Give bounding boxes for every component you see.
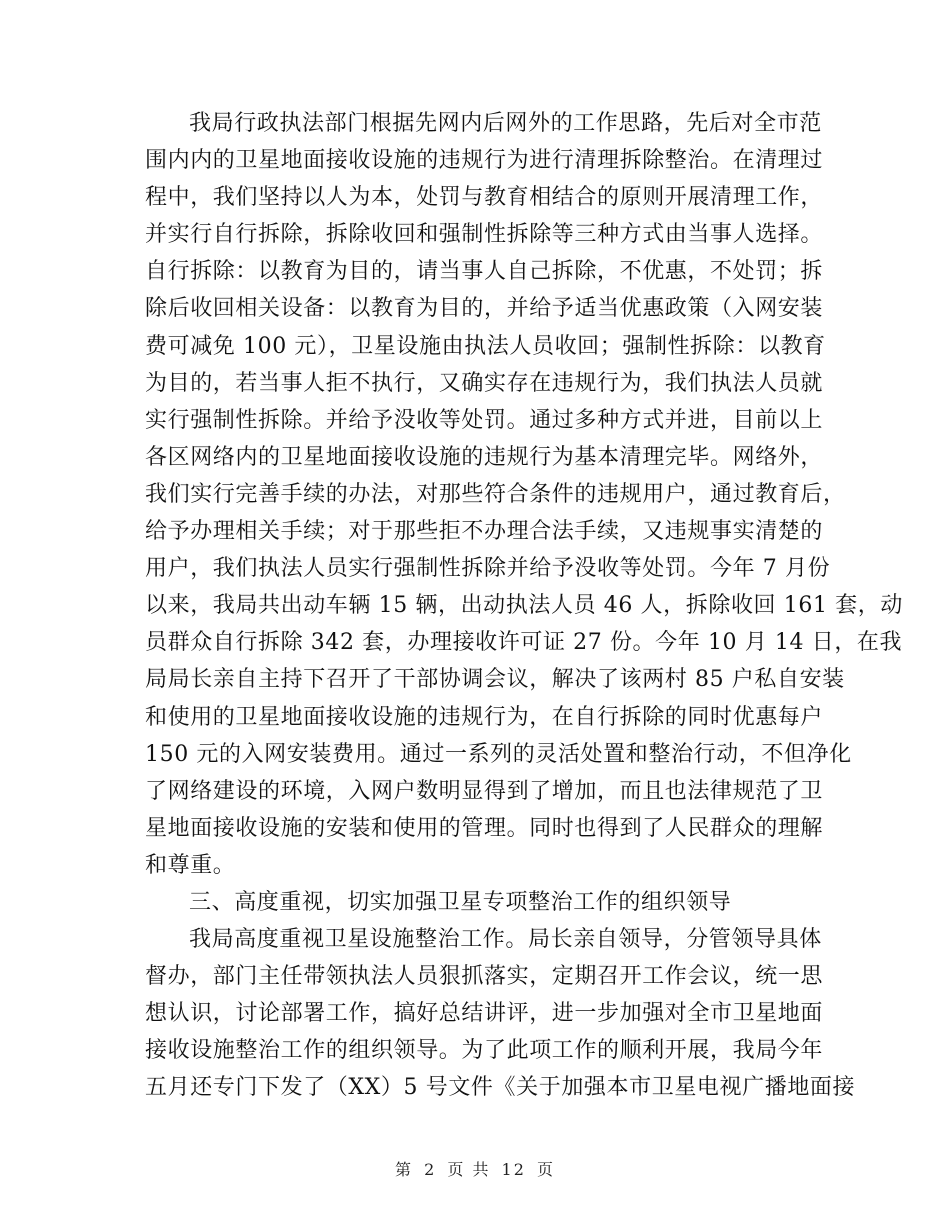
document-body (145, 105, 903, 1107)
paragraph-1-line: 自行拆除：以教育为目的，请当事人自己拆除，不优惠，不处罚；拆 (145, 259, 824, 285)
paragraph-1-line: 并实行自行拆除，拆除收回和强制性拆除等三种方式由当事人选择。 (145, 222, 824, 248)
paragraph-1-line: 和使用的卫星地面接收设施的违规行为，在自行拆除的同时优惠每户 (145, 704, 824, 730)
paragraph-2-line: 想认识，讨论部署工作，搞好总结讲评，进一步加强对全市卫星地面 (145, 1001, 824, 1027)
paragraph-1-line: 150 元的入网安装费用。通过一系列的灵活处置和整治行动，不但净化 (145, 741, 852, 767)
paragraph-1-line: 局局长亲自主持下召开了干部协调会议，解决了该两村 85 户私自安装 (145, 667, 845, 693)
paragraph-1-line: 除后收回相关设备：以教育为目的，并给予适当优惠政策（入网安装 (145, 296, 824, 322)
total-page-count: 12 (501, 1160, 526, 1179)
paragraph-1-line: 用户，我们执法人员实行强制性拆除并给予没收等处罚。今年 7 月份 (145, 556, 831, 582)
paragraph-1-line: 围内内的卫星地面接收设施的违规行为进行清理拆除整治。在清理过 (145, 148, 824, 174)
section-heading: 三、高度重视，切实加强卫星专项整治工作的组织领导 (189, 889, 732, 915)
footer-suffix: 页 (537, 1160, 556, 1179)
paragraph-1-line: 实行强制性拆除。并给予没收等处罚。通过多种方式并进，目前以上 (145, 407, 824, 433)
paragraph-2-line: 五月还专门下发了（XX）5 号文件《关于加强本市卫星电视广播地面接 (145, 1075, 856, 1101)
paragraph-1-line: 和尊重。 (145, 852, 236, 878)
paragraph-1-line: 了网络建设的环境，入网户数明显得到了增加，而且也法律规范了卫 (145, 778, 824, 804)
paragraph-1-line: 各区网络内的卫星地面接收设施的违规行为基本清理完毕。网络外， (145, 444, 824, 470)
current-page-number: 2 (424, 1160, 437, 1179)
paragraph-1-line: 员群众自行拆除 342 套，办理接收许可证 27 份。今年 10 月 14 日，在我 (145, 630, 903, 656)
paragraph-1-line: 给予办理相关手续；对于那些拒不办理合法手续，又违规事实清楚的 (145, 519, 824, 545)
paragraph-2-line: 我局高度重视卫星设施整治工作。局长亲自领导，分管领导具体 (189, 927, 822, 953)
footer-prefix: 第 (394, 1160, 413, 1179)
paragraph-1-line: 程中，我们坚持以人为本，处罚与教育相结合的原则开展清理工作， (145, 185, 824, 211)
paragraph-2-line: 接收设施整治工作的组织领导。为了此项工作的顺利开展，我局今年 (145, 1038, 824, 1064)
paragraph-1-line: 为目的，若当事人拒不执行，又确实存在违规行为，我们执法人员就 (145, 370, 824, 396)
paragraph-1-line: 我们实行完善手续的办法，对那些符合条件的违规用户，通过教育后， (145, 481, 846, 507)
footer-middle: 页 共 (447, 1160, 491, 1179)
paragraph-2-line: 督办，部门主任带领执法人员狠抓落实，定期召开工作会议，统一思 (145, 964, 824, 990)
paragraph-1-line: 费可减免 100 元），卫星设施由执法人员收回；强制性拆除：以教育 (145, 333, 826, 359)
page-footer (0, 1157, 950, 1180)
paragraph-1-line: 我局行政执法部门根据先网内后网外的工作思路，先后对全市范 (189, 111, 822, 136)
paragraph-1-line: 以来，我局共出动车辆 15 辆，出动执法人员 46 人，拆除收回 161 套，动 (145, 593, 903, 619)
paragraph-1-line: 星地面接收设施的安装和使用的管理。同时也得到了人民群众的理解 (145, 815, 824, 841)
